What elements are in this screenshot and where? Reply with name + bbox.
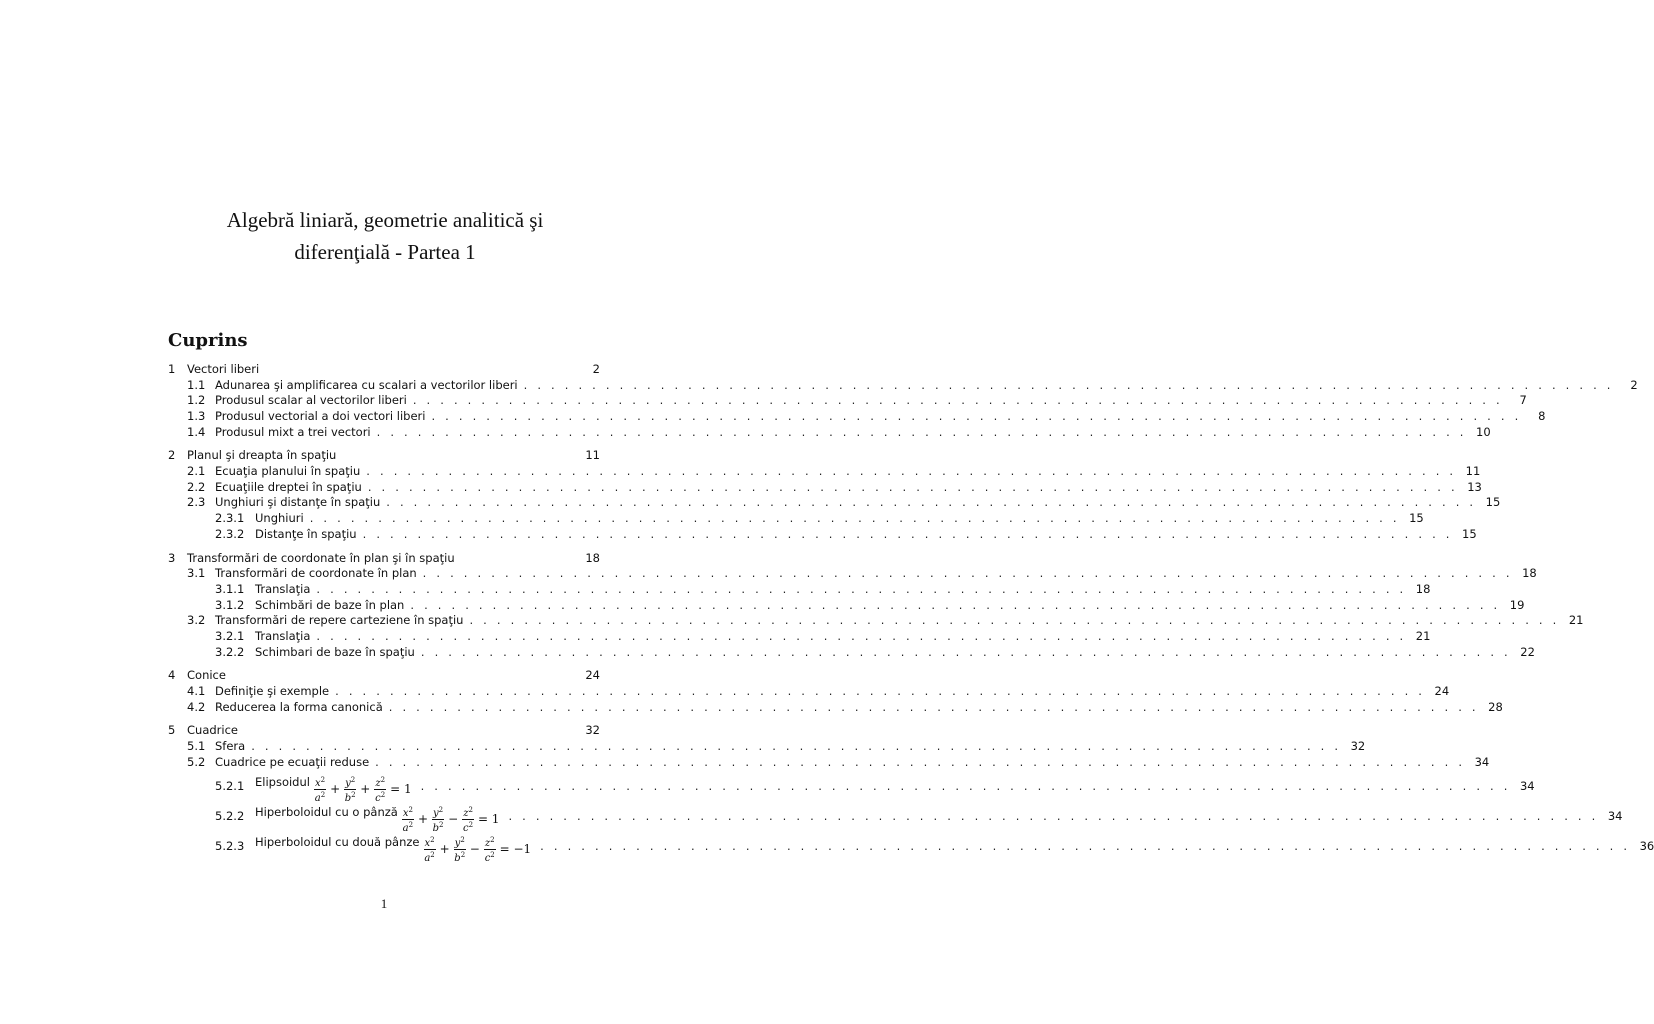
- toc-entry-page[interactable]: 18: [1522, 566, 1537, 581]
- toc-leader-dots: . . . . . . . . . . . . . . . . . . . . . . . . . . . . . . . . . . . . . . . . . . . . . . . . . . . . . . . . . . . . . . . . . . . . . . . . . . . . . . . .: [366, 464, 1457, 479]
- toc-entry-page[interactable]: 11: [1465, 464, 1481, 479]
- toc-entry-number: 5: [168, 723, 176, 738]
- formula-fraction: [484, 835, 496, 864]
- toc-entry-title[interactable]: Hiperboloidul cu o pânză $\frac{x^2}{a^2}$ + $\frac{y^2}{b^2}$ − $\frac{z^2}{c^2}$ = 1: [255, 797, 502, 835]
- document-title-line-1: Algebră liniară, geometrie analitică şi: [226, 208, 544, 232]
- toc-entry-number: 2.3.1: [215, 511, 245, 526]
- fraction-denominator: $a^2$: [402, 820, 414, 834]
- toc-entry-page[interactable]: 21: [1568, 613, 1584, 628]
- toc-entry-title[interactable]: Definiţie şi exemple: [215, 684, 330, 699]
- toc-subsubsection[interactable]: [168, 526, 1477, 543]
- toc-leader-dots: . . . . . . . . . . . . . . . . . . . . . . . . . . . . . . . . . . . . . . . . . . . . . . . . . . . . . . . . . . . . . . . . . . . . . . . . . . . . . . . .: [375, 754, 1466, 769]
- toc-entry-page[interactable]: 36: [1639, 838, 1654, 853]
- fraction-denominator: $b^2$: [454, 850, 466, 864]
- toc-subsection[interactable]: [168, 479, 1482, 496]
- toc-subsection[interactable]: [168, 409, 1546, 425]
- toc-entry-number: 5.2.1: [215, 778, 245, 793]
- toc-entry-page[interactable]: 22: [1520, 644, 1535, 659]
- toc-leader-dots: . . . . . . . . . . . . . . . . . . . . . . . . . . . . . . . . . . . . . . . . . . . . . . . . . . . . . . . . . . . . . . . . . . . . . . . . . . . . . . . .: [335, 684, 1426, 699]
- toc-entry-title[interactable]: Translaţia: [255, 581, 311, 596]
- toc-leader-dots: . . . . . . . . . . . . . . . . . . . . . . . . . . . . . . . . . . . . . . . . . . . . . . . . . . . . . . . . . . . . . . . . . . . . . . . . . . . . . . . .: [367, 479, 1458, 494]
- toc-section[interactable]: [168, 362, 600, 378]
- toc-leader-dots: . . . . . . . . . . . . . . . . . . . . . . . . . . . . . . . . . . . . . . . . . . . . . . . . . . . . . . . . . . . . . . . . . . . . . . . . . . . . . . . .: [376, 424, 1467, 439]
- fraction-denominator: $c^2$: [463, 820, 474, 834]
- toc-entry-number: 2.1: [187, 464, 206, 479]
- toc-entry-title[interactable]: Produsul scalar al vectorilor liberi: [215, 393, 407, 408]
- toc-entry-title[interactable]: Sfera: [215, 739, 246, 754]
- toc-leader-dots: . . . . . . . . . . . . . . . . . . . . . . . . . . . . . . . . . . . . . . . . . . . . . . . . . . . . . . . . . . . . . . . . . . . . . . . . . . . . . . . .: [386, 495, 1477, 510]
- toc-subsubsection[interactable]: [168, 581, 1431, 598]
- formula-operator: +: [417, 812, 428, 827]
- document-title: [150, 204, 620, 268]
- fraction-denominator: $c^2$: [375, 790, 386, 804]
- toc-entry-title[interactable]: Transformări de coordonate în plan şi în spaţiu: [187, 550, 455, 565]
- toc-entry-number: 2.3: [187, 495, 206, 510]
- toc-entry-page[interactable]: 18: [585, 550, 600, 565]
- toc-entry-page[interactable]: 13: [1467, 479, 1482, 494]
- toc-entry-page[interactable]: 21: [1415, 628, 1431, 643]
- toc-leader-dots: . . . . . . . . . . . . . . . . . . . . . . . . . . . . . . . . . . . . . . . . . . . . . . . . . . . . . . . . . . . . . . . . . . . . . . . . . . . . . . . .: [431, 409, 1522, 424]
- toc-entry-title[interactable]: Hiperboloidul cu două pânze $\frac{x^2}{a^2}$ + $\frac{y^2}{b^2}$ − $\frac{z^2}{c^2}$ = −1: [255, 827, 534, 865]
- toc-subsection[interactable]: [168, 464, 1481, 480]
- toc-entry-title[interactable]: Cuadrice: [187, 723, 238, 738]
- formula-fraction: [424, 835, 436, 864]
- formula-operator: +: [330, 782, 341, 797]
- toc-entry-page[interactable]: 11: [585, 448, 600, 463]
- toc-entry-number: 1: [168, 361, 176, 376]
- toc-entry-number: 3.2.1: [215, 628, 245, 643]
- formula-rhs: = 1: [390, 782, 412, 797]
- toc-entry-page[interactable]: 19: [1509, 597, 1525, 612]
- toc-entry-page[interactable]: 28: [1488, 699, 1503, 714]
- toc-entry-page[interactable]: 2: [592, 361, 600, 376]
- toc-section[interactable]: [168, 448, 600, 464]
- fraction-denominator: $b^2$: [344, 790, 356, 804]
- toc-entry-title[interactable]: Unghiuri: [255, 511, 304, 526]
- toc-section-block: [168, 448, 1501, 542]
- fraction-numerator: $x^2$: [402, 805, 413, 819]
- toc-leader-dots: . . . . . . . . . . . . . . . . . . . . . . . . . . . . . . . . . . . . . . . . . . . . . . . . . . . . . . . . . . . . . . . . . . . . . . . . . . . . . . . .: [316, 581, 1407, 596]
- toc-subsubsection[interactable]: [168, 511, 1424, 527]
- toc-entry-page[interactable]: 8: [1538, 409, 1546, 424]
- toc-leader-dots: . . . . . . . . . . . . . . . . . . . . . . . . . . . . . . . . . . . . . . . . . . . . . . . . . . . . . . . . . . . . . . . . . . . . . . . . . . . . . . . .: [422, 566, 1513, 581]
- toc-subsection[interactable]: [168, 739, 1366, 755]
- fraction-numerator: $y^2$: [454, 835, 465, 849]
- fraction-numerator: $x^2$: [424, 835, 435, 849]
- toc-entry-number: 3.1.2: [215, 597, 245, 612]
- toc-entry-number: 4: [168, 668, 176, 683]
- toc-entry-title[interactable]: Cuadrice pe ecuaţii reduse: [215, 754, 370, 769]
- toc-entry-number: 2: [168, 448, 176, 463]
- table-of-contents: [168, 361, 1654, 869]
- toc-leader-dots: . . . . . . . . . . . . . . . . . . . . . . . . . . . . . . . . . . . . . . . . . . . . . . . . . . . . . . . . . . . . . . . . . . . . . . . . . . . . . . . .: [420, 644, 1511, 659]
- fraction-numerator: $y^2$: [433, 805, 444, 819]
- toc-entry-page[interactable]: 7: [1519, 393, 1527, 408]
- toc-entry-title[interactable]: Transformări de repere carteziene în spaţiu: [215, 613, 464, 628]
- toc-entry-number: 1.2: [187, 393, 206, 408]
- toc-formula: [423, 834, 535, 864]
- toc-entry-title[interactable]: Reducerea la forma canonică: [215, 699, 383, 714]
- toc-entry-page[interactable]: 15: [1462, 526, 1477, 541]
- toc-entry-title[interactable]: Produsul mixt a trei vectori: [215, 424, 371, 439]
- toc-subsection[interactable]: [168, 699, 1503, 716]
- toc-entry-page[interactable]: 18: [1415, 581, 1431, 596]
- toc-entry-number: 1.1: [187, 377, 206, 392]
- fraction-numerator: $z^2$: [375, 775, 386, 789]
- toc-subsection[interactable]: [168, 613, 1584, 629]
- toc-entry-number: 5.2.3: [215, 838, 245, 853]
- toc-subsubsection[interactable]: [168, 628, 1431, 645]
- toc-entry-number: 4.2: [187, 699, 206, 714]
- fraction-numerator: $y^2$: [345, 775, 356, 789]
- toc-entry-number: 5.2: [187, 754, 206, 769]
- toc-entry-page[interactable]: 34: [1607, 808, 1623, 823]
- toc-leader-dots: . . . . . . . . . . . . . . . . . . . . . . . . . . . . . . . . . . . . . . . . . . . . . . . . . . . . . . . . . . . . . . . . . . . . . . . . . . . . . . . .: [420, 778, 1511, 793]
- toc-entry-title[interactable]: Conice: [187, 668, 226, 683]
- toc-leader-dots: . . . . . . . . . . . . . . . . . . . . . . . . . . . . . . . . . . . . . . . . . . . . . . . . . . . . . . . . . . . . . . . . . . . . . . . . . . . . . . . .: [508, 808, 1599, 823]
- formula-rhs: = 1: [477, 812, 500, 827]
- toc-entry-title[interactable]: Transformări de coordonate în plan: [215, 566, 417, 581]
- toc-entry-title[interactable]: Ecuaţiile dreptei în spaţiu: [215, 479, 362, 494]
- toc-entry-page[interactable]: 32: [585, 723, 600, 738]
- toc-section[interactable]: [168, 723, 600, 739]
- toc-subsection[interactable]: [168, 566, 1537, 582]
- toc-entry-page[interactable]: 34: [1519, 778, 1535, 793]
- toc-entry-title[interactable]: Distanţe în spaţiu: [255, 526, 357, 541]
- toc-entry-title[interactable]: Ecuaţia planului în spaţiu: [215, 464, 361, 479]
- toc-entry-page[interactable]: 32: [1350, 739, 1366, 754]
- toc-leader-dots: . . . . . . . . . . . . . . . . . . . . . . . . . . . . . . . . . . . . . . . . . . . . . . . . . . . . . . . . . . . . . . . . . . . . . . . . . . . . . . . .: [523, 377, 1614, 392]
- toc-entry-number: 1.4: [187, 424, 206, 439]
- toc-subsubsection[interactable]: [168, 644, 1535, 661]
- toc-subsection[interactable]: [168, 495, 1501, 512]
- formula-operator: −: [469, 842, 480, 857]
- toc-entry-title[interactable]: Planul şi dreapta în spaţiu: [187, 448, 337, 463]
- formula-rhs: = −1: [499, 842, 532, 857]
- toc-entry-page[interactable]: 15: [1485, 495, 1501, 510]
- toc-leader-dots: . . . . . . . . . . . . . . . . . . . . . . . . . . . . . . . . . . . . . . . . . . . . . . . . . . . . . . . . . . . . . . . . . . . . . . . . . . . . . . . .: [410, 597, 1501, 612]
- toc-heading: Cuprins: [168, 330, 248, 351]
- toc-subsection[interactable]: [168, 424, 1491, 441]
- document-title-line-2: diferenţială - Partea 1: [294, 240, 476, 264]
- formula-operator: −: [448, 812, 459, 827]
- toc-entry-page[interactable]: 24: [585, 668, 600, 683]
- toc-subsubsection[interactable]: [168, 831, 1654, 864]
- toc-entry-page[interactable]: 24: [1434, 684, 1450, 699]
- toc-leader-dots: . . . . . . . . . . . . . . . . . . . . . . . . . . . . . . . . . . . . . . . . . . . . . . . . . . . . . . . . . . . . . . . . . . . . . . . . . . . . . . . .: [540, 838, 1631, 853]
- toc-section-block: [168, 723, 1654, 864]
- toc-entry-number: 3.2: [187, 613, 206, 628]
- toc-entry-title[interactable]: Schimbări de baze în plan: [255, 597, 405, 612]
- toc-entry-page[interactable]: 2: [1630, 377, 1638, 392]
- toc-entry-number: 4.1: [187, 684, 206, 699]
- formula-operator: +: [439, 842, 450, 857]
- toc-entry-page[interactable]: 34: [1474, 754, 1490, 769]
- formula-fraction: [454, 835, 466, 864]
- toc-entry-title[interactable]: Adunarea şi amplificarea cu scalari a vectorilor liberi: [215, 377, 518, 392]
- toc-entry-page[interactable]: 10: [1476, 424, 1491, 439]
- toc-leader-dots: . . . . . . . . . . . . . . . . . . . . . . . . . . . . . . . . . . . . . . . . . . . . . . . . . . . . . . . . . . . . . . . . . . . . . . . . . . . . . . . .: [316, 628, 1407, 643]
- toc-subsection[interactable]: [168, 684, 1450, 700]
- toc-section-block: [168, 361, 1638, 440]
- toc-leader-dots: . . . . . . . . . . . . . . . . . . . . . . . . . . . . . . . . . . . . . . . . . . . . . . . . . . . . . . . . . . . . . . . . . . . . . . . . . . . . . . . .: [388, 699, 1479, 714]
- toc-entry-number: 3: [168, 550, 176, 565]
- toc-subsubsection[interactable]: [168, 597, 1525, 614]
- toc-entry-title[interactable]: Vectori liberi: [187, 361, 260, 376]
- toc-entry-title[interactable]: Elipsoidul $\frac{x^2}{a^2}$ + $\frac{y^2}{b^2}$ + $\frac{z^2}{c^2}$ = 1: [255, 767, 415, 805]
- formula-operator: +: [360, 782, 371, 797]
- toc-entry-number: 1.3: [187, 409, 206, 424]
- toc-subsection[interactable]: [168, 377, 1638, 394]
- toc-entry-page[interactable]: 15: [1409, 511, 1424, 526]
- toc-entry-title[interactable]: Translaţia: [255, 628, 311, 643]
- toc-entry-title[interactable]: Schimbari de baze în spaţiu: [255, 644, 415, 659]
- toc-leader-dots: . . . . . . . . . . . . . . . . . . . . . . . . . . . . . . . . . . . . . . . . . . . . . . . . . . . . . . . . . . . . . . . . . . . . . . . . . . . . . . . .: [251, 739, 1342, 754]
- fraction-numerator: $z^2$: [463, 805, 473, 819]
- fraction-numerator: $x^2$: [314, 775, 326, 789]
- page-number: 1: [380, 896, 388, 911]
- toc-entry-number: 5.1: [187, 739, 206, 754]
- toc-entry-number: 3.2.2: [215, 644, 245, 659]
- toc-section[interactable]: [168, 551, 600, 567]
- toc-leader-dots: . . . . . . . . . . . . . . . . . . . . . . . . . . . . . . . . . . . . . . . . . . . . . . . . . . . . . . . . . . . . . . . . . . . . . . . . . . . . . . . .: [412, 393, 1503, 408]
- toc-entry-number: 3.1: [187, 566, 206, 581]
- fraction-numerator: $z^2$: [484, 835, 495, 849]
- toc-section[interactable]: [168, 668, 600, 684]
- toc-entry-number: 2.2: [187, 479, 206, 494]
- toc-leader-dots: . . . . . . . . . . . . . . . . . . . . . . . . . . . . . . . . . . . . . . . . . . . . . . . . . . . . . . . . . . . . . . . . . . . . . . . . . . . . . . . .: [309, 511, 1400, 526]
- toc-entry-number: 2.3.2: [215, 526, 245, 541]
- fraction-denominator: $a^2$: [314, 790, 326, 804]
- toc-subsection[interactable]: [168, 393, 1527, 409]
- toc-entry-number: 3.1.1: [215, 581, 245, 596]
- fraction-denominator: $c^2$: [484, 850, 495, 864]
- toc-leader-dots: . . . . . . . . . . . . . . . . . . . . . . . . . . . . . . . . . . . . . . . . . . . . . . . . . . . . . . . . . . . . . . . . . . . . . . . . . . . . . . . .: [362, 526, 1453, 541]
- toc-entry-title[interactable]: Produsul vectorial a doi vectori liberi: [215, 409, 426, 424]
- fraction-denominator: $a^2$: [424, 850, 435, 864]
- toc-entry-title[interactable]: Unghiuri şi distanţe în spaţiu: [215, 495, 381, 510]
- toc-section-block: [168, 668, 1503, 715]
- toc-leader-dots: . . . . . . . . . . . . . . . . . . . . . . . . . . . . . . . . . . . . . . . . . . . . . . . . . . . . . . . . . . . . . . . . . . . . . . . . . . . . . . . .: [469, 613, 1560, 628]
- toc-entry-number: 5.2.2: [215, 808, 245, 823]
- fraction-denominator: $b^2$: [432, 820, 444, 834]
- toc-section-block: [168, 550, 1584, 661]
